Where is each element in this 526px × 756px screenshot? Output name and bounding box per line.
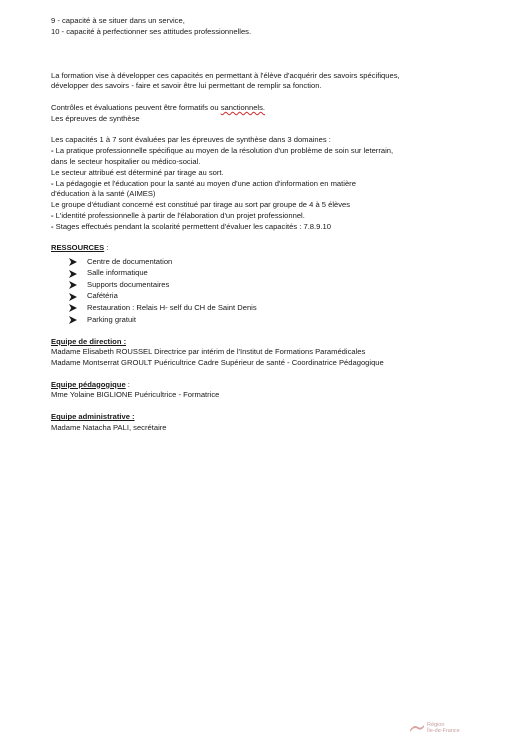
heading-colon: : <box>104 243 109 253</box>
direction-line-2: Madame Montserrat GROULT Puéricultrice Cadre Supérieur de santé - Coordinatrice Pédagogique <box>51 358 384 368</box>
heading-colon: : <box>125 379 130 389</box>
arrow-bullet-icon <box>69 281 87 289</box>
stages-line <box>51 222 491 233</box>
pratique-line-1 <box>51 146 491 157</box>
logo-line-2: Île-de-France <box>427 728 460 734</box>
list-item <box>69 268 491 280</box>
spacer <box>51 92 491 103</box>
formation-paragraph-line-1: La formation vise à développer ces capacités en permettant à l'élève d'acquérir des savoirs spécifiques, <box>51 70 400 80</box>
ressource-label: Centre de documentation <box>87 256 173 266</box>
controles-text: Contrôles et évaluations peuvent être formatifs ou <box>51 102 221 112</box>
identite-line <box>51 211 491 222</box>
logo-text <box>427 722 460 734</box>
ressource-label: Supports documentaires <box>87 279 170 289</box>
ressources-list <box>51 256 491 326</box>
arrow-bullet-icon <box>69 304 87 312</box>
spacer <box>51 233 491 244</box>
ressource-label: Cafétéria <box>87 291 118 301</box>
region-logo <box>410 722 500 734</box>
pedagogie-text: La pédagogie et l'éducation pour la santé au moyen d'une action d'information en matière <box>53 178 356 188</box>
logo-mark-icon <box>410 719 424 737</box>
pedagogique-heading-line <box>51 380 491 391</box>
stages-text: Stages effectués pendant la scolarité permettent d'évaluer les capacités : 7.8.9.10 <box>53 221 331 231</box>
arrow-bullet-icon <box>69 258 87 266</box>
logo-line-1: Région <box>427 722 445 728</box>
dash-bullet: - <box>51 178 54 188</box>
dash-bullet: - <box>51 210 54 220</box>
formation-paragraph-line-2: développer des savoirs - faire et savoir être lui permettant de remplir sa fonction. <box>51 81 322 91</box>
groupe-line: Le groupe d'étudiant concerné est constitué par tirage au sort par groupe de 4 à 5 élèves <box>51 200 351 210</box>
list-item <box>69 256 491 268</box>
list-item-10: 10 - capacité à perfectionner ses attitudes professionnelles. <box>51 26 252 36</box>
spacer <box>51 401 491 412</box>
capacites-line: Les capacités 1 à 7 sont évaluées par les épreuves de synthèse dans 3 domaines : <box>51 135 331 145</box>
pedagogie-line-2: d'éducation à la santé (AIMES) <box>51 189 156 199</box>
controles-line <box>51 103 491 114</box>
document-body <box>51 16 491 434</box>
pratique-line-2: dans le secteur hospitalier ou médico-social. <box>51 156 201 166</box>
list-item <box>69 303 491 315</box>
ressource-label: Salle informatique <box>87 268 148 278</box>
list-item <box>69 314 491 326</box>
administrative-heading: Equipe administrative : <box>51 412 135 422</box>
ressources-heading-line <box>51 243 491 254</box>
pedagogie-line-1 <box>51 179 491 190</box>
direction-heading-line <box>51 337 491 348</box>
arrow-bullet-icon <box>69 316 87 324</box>
epreuves-line: Les épreuves de synthèse <box>51 113 140 123</box>
dash-bullet: - <box>51 146 54 156</box>
spacer <box>51 38 491 71</box>
arrow-bullet-icon <box>69 293 87 301</box>
spacer <box>51 369 491 380</box>
ressources-heading: RESSOURCES <box>51 243 105 253</box>
ressource-label: Parking gratuit <box>87 314 136 324</box>
arrow-bullet-icon <box>69 270 87 278</box>
dash-bullet: - <box>51 221 54 231</box>
list-item <box>69 291 491 303</box>
administrative-heading-line <box>51 412 491 423</box>
pedagogique-line-1: Mme Yolaine BIGLIONE Puéricultrice - Formatrice <box>51 390 220 400</box>
spellcheck-word: sanctionnels. <box>220 102 266 112</box>
ressource-label: Restauration : Relais H- self du CH de Saint Denis <box>87 302 257 312</box>
secteur-line: Le secteur attribué est déterminé par tirage au sort. <box>51 167 224 177</box>
identite-text: L'identité professionnelle à partir de l'élaboration d'un projet professionnel. <box>53 210 305 220</box>
pratique-text: La pratique professionnelle spécifique au moyen de la résolution d'un problème de soin sur leterrain, <box>53 146 394 156</box>
spacer <box>51 125 491 136</box>
direction-heading: Equipe de direction : <box>51 336 127 346</box>
pedagogique-heading: Equipe pédagogique <box>51 379 126 389</box>
direction-line-1: Madame Elisabeth ROUSSEL Directrice par intérim de l'Institut de Formations Paramédicales <box>51 347 366 357</box>
list-item-9: 9 - capacité à se situer dans un service, <box>51 16 185 25</box>
administrative-line-1: Madame Natacha PALI, secrétaire <box>51 422 167 432</box>
spacer <box>51 326 491 337</box>
list-item <box>69 279 491 291</box>
